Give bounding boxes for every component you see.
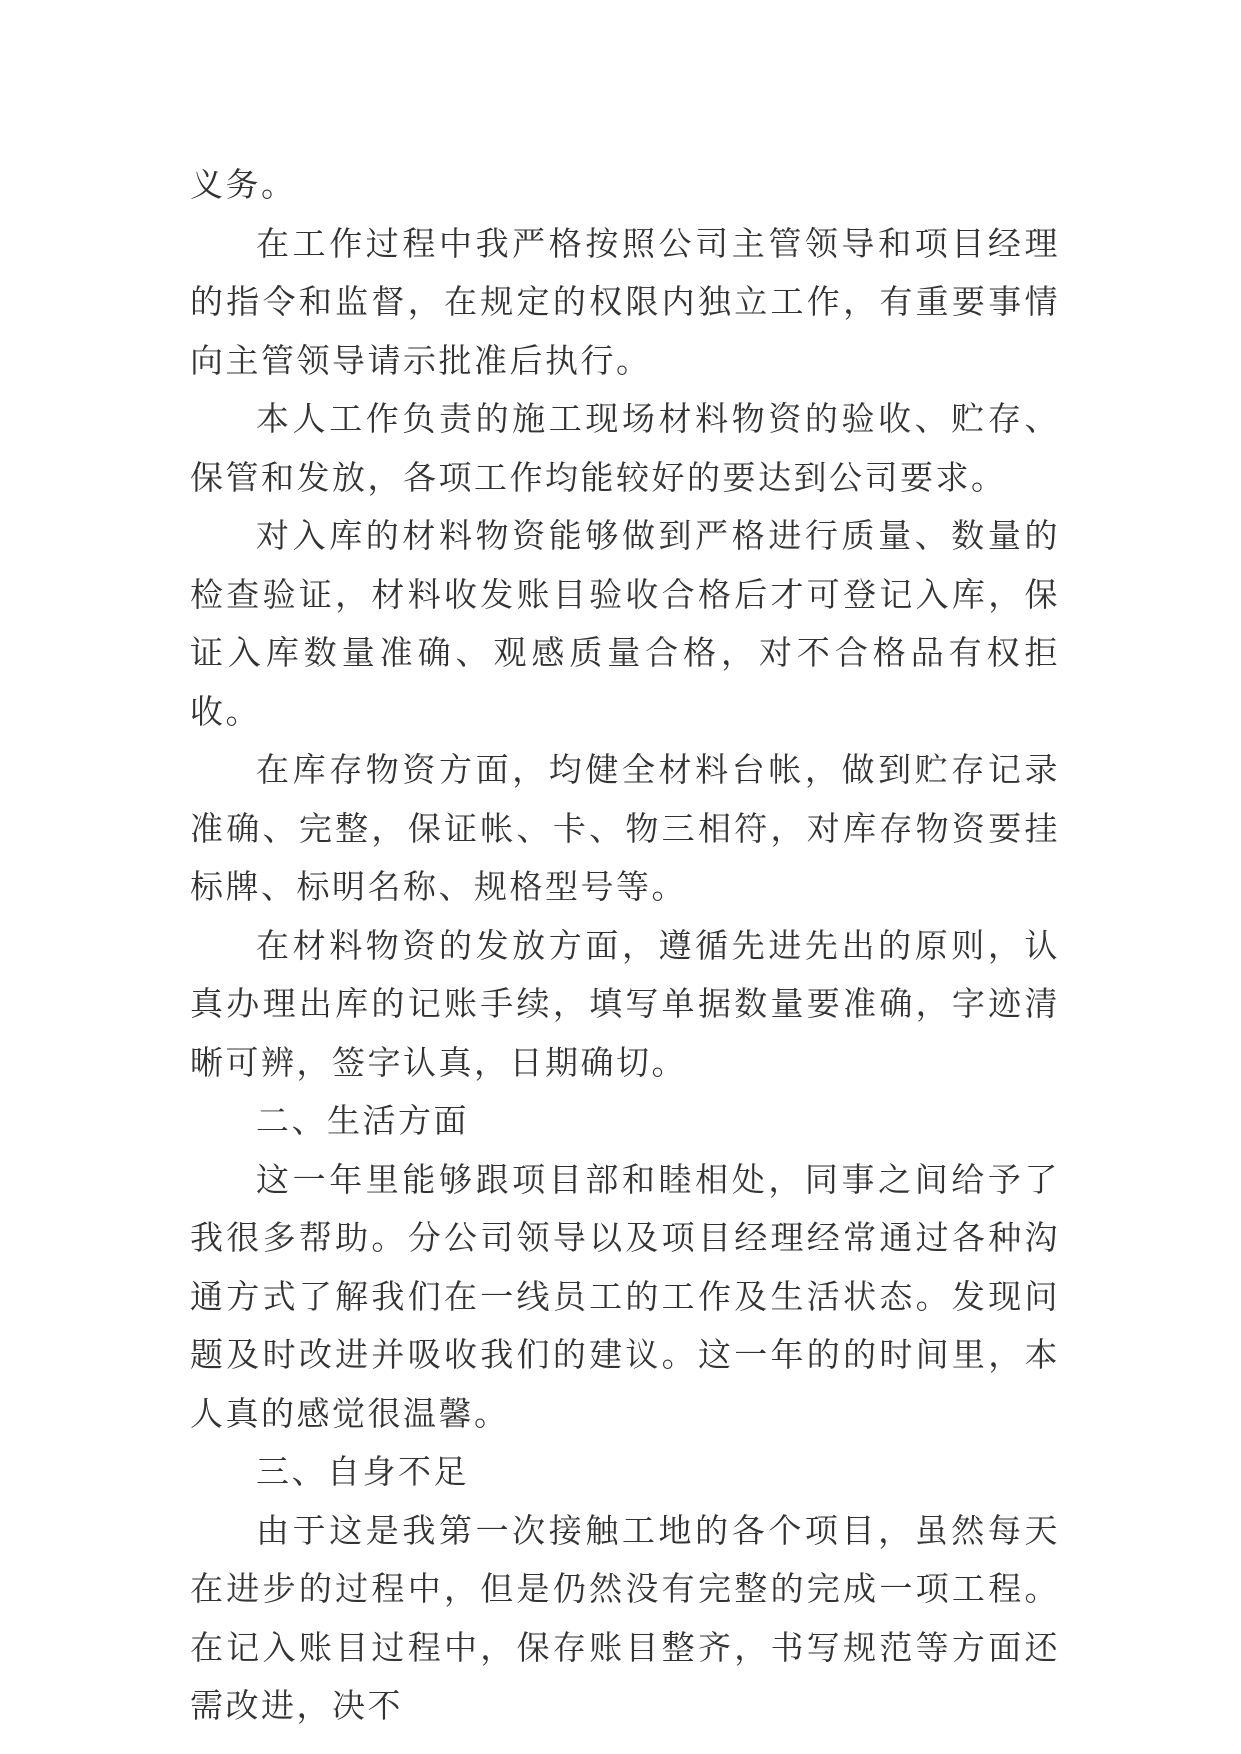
paragraph-life: 这一年里能够跟项目部和睦相处，同事之间给予了我很多帮助。分公司领导以及项目经理经常通过各种沟通方式了解我们在一线员工的工作及生活状态。发现问题及时改进并吸收我们的建议。这一年的的时间里，本人真的感觉很温馨。 xyxy=(190,1159,1060,1433)
paragraph-inventory: 在库存物资方面，均健全材料台帐，做到贮存记录准确、完整，保证帐、卡、物三相符，对库存物资要挂标牌、标明名称、规格型号等。 xyxy=(190,750,1060,906)
paragraph-inbound-inspection: 对入库的材料物资能够做到严格进行质量、数量的检查验证，材料收发账目验收合格后才可登记入库，保证入库数量准确、观感质量合格，对不合格品有权拒收。 xyxy=(190,516,1060,731)
document-body xyxy=(190,156,1060,1736)
paragraph-work-process: 在工作过程中我严格按照公司主管领导和项目经理的指令和监督，在规定的权限内独立工作，有重要事情向主管领导请示批准后执行。 xyxy=(190,223,1060,380)
section-heading-life: 二、生活方面 xyxy=(256,1101,469,1140)
paragraph-continuation: 义务。 xyxy=(190,165,297,204)
paragraph-responsibility: 本人工作负责的施工现场材料物资的验收、贮存、保管和发放，各项工作均能较好的要达到公司要求。 xyxy=(190,399,1060,497)
section-heading-shortcomings: 三、自身不足 xyxy=(256,1452,469,1491)
paragraph-distribution: 在材料物资的发放方面，遵循先进先出的原则，认真办理出库的记账手续，填写单据数量要准确，字迹清晰可辨，签字认真，日期确切。 xyxy=(190,925,1060,1082)
paragraph-shortcomings: 由于这是我第一次接触工地的各个项目，虽然每天在进步的过程中，但是仍然没有完整的完成一项工程。在记入账目过程中，保存账目整齐，书写规范等方面还需改进，决不 xyxy=(190,1510,1060,1725)
